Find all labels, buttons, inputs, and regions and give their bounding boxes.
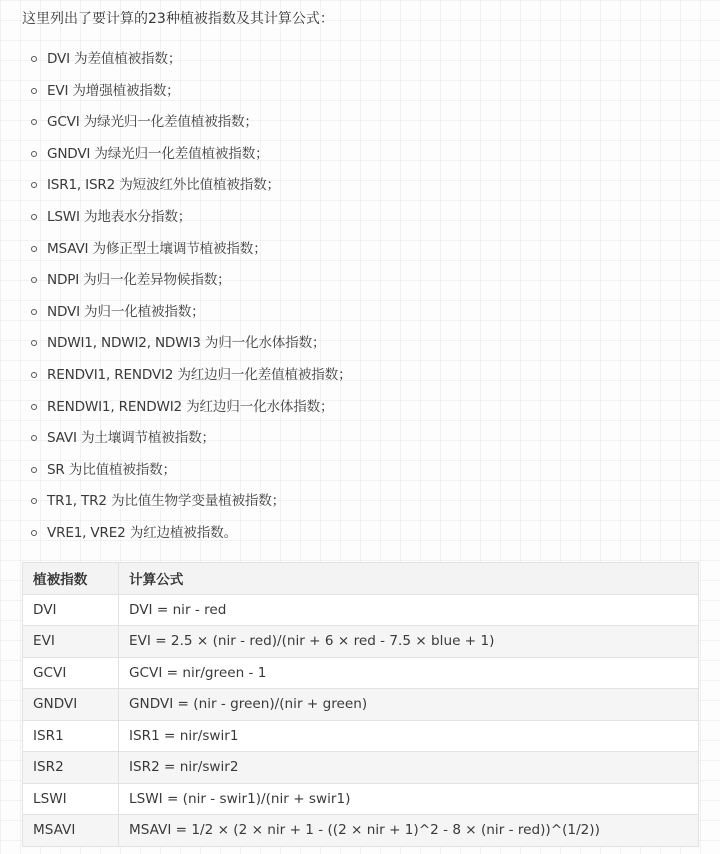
formula-cell: EVI = 2.5 × (nir - red)/(nir + 6 × red - 7.5 × blue + 1)	[119, 626, 699, 658]
list-item-text: ISR1, ISR2 为短波红外比值植被指数；	[47, 177, 280, 194]
list-item-text: GCVI 为绿光归一化差值植被指数；	[47, 114, 258, 131]
circle-bullet-icon	[31, 404, 37, 410]
index-name-cell: DVI	[23, 594, 119, 626]
circle-bullet-icon	[31, 182, 37, 188]
formula-cell: DVI = nir - red	[119, 594, 699, 626]
formula-cell: ISR2 = nir/swir2	[119, 752, 699, 784]
list-item	[22, 395, 720, 427]
index-name-cell: LSWI	[23, 783, 119, 815]
list-item-text: RENDWI1, RENDWI2 为红边归一化水体指数；	[47, 398, 334, 415]
table-row	[23, 815, 699, 847]
list-item	[22, 79, 720, 111]
list-item	[22, 173, 720, 205]
index-name-cell: MSAVI	[23, 815, 119, 847]
list-item-text: NDVI 为归一化植被指数；	[47, 303, 205, 320]
index-name-cell: GCVI	[23, 657, 119, 689]
table-row	[23, 720, 699, 752]
table-row	[23, 657, 699, 689]
table-header-row	[23, 563, 699, 595]
index-list	[22, 47, 720, 553]
formula-cell: MSAVI = 1/2 × (2 × nir + 1 - ((2 × nir + 1)^2 - 8 × (nir - red))^(1/2))	[119, 815, 699, 847]
circle-bullet-icon	[31, 88, 37, 94]
circle-bullet-icon	[31, 277, 37, 283]
header-formula: 计算公式	[119, 563, 699, 595]
list-item	[22, 268, 720, 300]
list-item	[22, 47, 720, 79]
list-item	[22, 426, 720, 458]
list-item	[22, 237, 720, 269]
table-row	[23, 752, 699, 784]
list-item-text: RENDVI1, RENDVI2 为红边归一化差值植被指数；	[47, 366, 352, 383]
table-row	[23, 594, 699, 626]
list-item-text: SAVI 为土壤调节植被指数；	[47, 430, 215, 447]
list-item	[22, 142, 720, 174]
list-item	[22, 363, 720, 395]
intro-text: 这里列出了要计算的23种植被指数及其计算公式：	[22, 11, 334, 27]
table-row	[23, 689, 699, 721]
index-name-cell: ISR1	[23, 720, 119, 752]
list-item	[22, 331, 720, 363]
index-name-cell: GNDVI	[23, 689, 119, 721]
index-name-cell: EVI	[23, 626, 119, 658]
list-item-text: GNDVI 为绿光归一化差值植被指数；	[47, 145, 269, 162]
circle-bullet-icon	[31, 151, 37, 157]
circle-bullet-icon	[31, 498, 37, 504]
list-item	[22, 521, 720, 553]
circle-bullet-icon	[31, 530, 37, 536]
circle-bullet-icon	[31, 340, 37, 346]
header-index-name: 植被指数	[23, 563, 119, 595]
index-name-cell: ISR2	[23, 752, 119, 784]
list-item-text: TR1, TR2 为比值生物学变量植被指数；	[47, 493, 286, 510]
list-item-text: VRE1, VRE2 为红边植被指数。	[47, 524, 237, 541]
list-item-text: MSAVI 为修正型土壤调节植被指数；	[47, 240, 267, 257]
circle-bullet-icon	[31, 214, 37, 220]
circle-bullet-icon	[31, 119, 37, 125]
list-item-text: DVI 为差值植被指数；	[47, 51, 182, 67]
formula-cell: GCVI = nir/green - 1	[119, 657, 699, 689]
circle-bullet-icon	[31, 56, 37, 62]
list-item	[22, 458, 720, 490]
circle-bullet-icon	[31, 246, 37, 252]
table-row	[23, 626, 699, 658]
list-item	[22, 205, 720, 237]
list-item-text: NDPI 为归一化差异物候指数；	[47, 272, 231, 289]
list-item	[22, 300, 720, 332]
formula-table	[22, 562, 699, 847]
list-item	[22, 489, 720, 521]
list-item-text: EVI 为增强植被指数；	[47, 82, 180, 99]
formula-cell: ISR1 = nir/swir1	[119, 720, 699, 752]
list-item	[22, 110, 720, 142]
circle-bullet-icon	[31, 435, 37, 441]
circle-bullet-icon	[31, 309, 37, 315]
circle-bullet-icon	[31, 372, 37, 378]
formula-cell: LSWI = (nir - swir1)/(nir + swir1)	[119, 783, 699, 815]
list-item-text: LSWI 为地表水分指数；	[47, 208, 192, 225]
table-row	[23, 783, 699, 815]
list-item-text: SR 为比值植被指数；	[47, 461, 176, 478]
circle-bullet-icon	[31, 467, 37, 473]
formula-cell: GNDVI = (nir - green)/(nir + green)	[119, 689, 699, 721]
list-item-text: NDWI1, NDWI2, NDWI3 为归一化水体指数；	[47, 335, 326, 352]
